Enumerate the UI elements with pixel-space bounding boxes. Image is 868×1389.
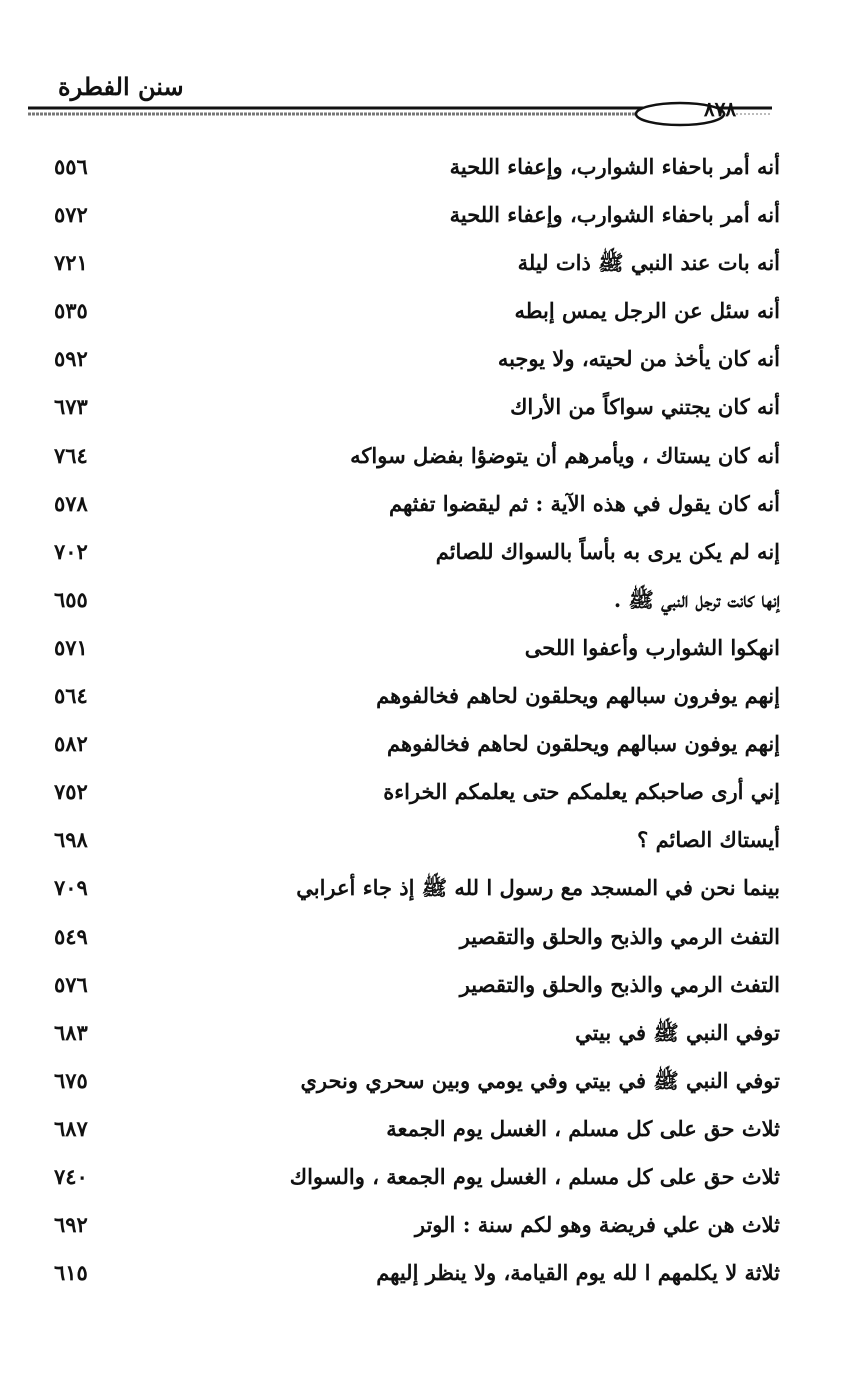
- entry-page-number: ٥٨٢: [54, 731, 88, 757]
- entry-text: أنه أمر باحفاء الشوارب، وإعفاء اللحية: [449, 202, 780, 228]
- entry-text: التفث الرمي والذبح والحلق والتقصير: [459, 923, 780, 949]
- entry-text: أيستاك الصائم ؟: [637, 827, 780, 853]
- entry-text: أنه كان يأخذ من لحيته، ولا يوجبه: [497, 346, 780, 372]
- entry-text: إنهم يوفون سبالهم ويحلقون لحاهم فخالفوهم: [387, 731, 780, 757]
- index-entry: [0, 150, 868, 198]
- index-entry: [0, 535, 868, 583]
- index-entry: [0, 871, 868, 919]
- entry-page-number: ٦٨٣: [54, 1019, 88, 1045]
- entry-page-number: ٥٧٨: [54, 490, 88, 516]
- entry-page-number: ٥٧١: [54, 634, 88, 660]
- entry-page-number: ٦٨٧: [54, 1115, 88, 1141]
- index-entry: [0, 487, 868, 535]
- entry-page-number: ٥٤٩: [54, 923, 88, 949]
- index-entry: [0, 342, 868, 390]
- entry-page-number: ٥٩٢: [54, 346, 88, 372]
- entry-page-number: ٦٧٣: [54, 394, 88, 420]
- entry-page-number: ٦١٥: [54, 1260, 88, 1286]
- index-entry: [0, 1112, 868, 1160]
- entry-text: ثلاث هن علي فريضة وهو لكم سنة : الوتر: [414, 1212, 780, 1238]
- entry-text: بينما نحن في المسجد مع رسول ا لله ﷺ إذ جاء أعرابي: [296, 875, 780, 901]
- entry-text: ثلاث حق على كل مسلم ، الغسل يوم الجمعة ، والسواك: [289, 1163, 780, 1189]
- index-entry: [0, 246, 868, 294]
- index-entry: [0, 1064, 868, 1112]
- header-rule: [20, 100, 780, 130]
- entry-text: أنه كان يستاك ، ويأمرهم أن يتوضؤا بفضل سواكه: [350, 442, 780, 468]
- entry-page-number: ٥٧٢: [54, 202, 88, 228]
- entry-page-number: ٧٠٩: [54, 875, 88, 901]
- entry-text: إنهم يوفرون سبالهم ويحلقون لحاهم فخالفوهم: [376, 683, 780, 709]
- index-entry: [0, 775, 868, 823]
- entry-text: أنه أمر باحفاء الشوارب، وإعفاء اللحية: [449, 154, 780, 179]
- entry-text: أنه سئل عن الرجل يمس إبطه: [514, 298, 780, 324]
- index-entry: [0, 1208, 868, 1256]
- index-entry: [0, 583, 868, 631]
- entry-text: إنها كانت ترجل النبي ﷺ .: [613, 586, 780, 612]
- index-entry: [0, 968, 868, 1016]
- entry-text: توفي النبي ﷺ في بيتي وفي يومي وبين سحري ونحري: [300, 1067, 780, 1093]
- index-entry: [0, 1160, 868, 1208]
- index-entry: [0, 823, 868, 871]
- entry-text: التفث الرمي والذبح والحلق والتقصير: [459, 971, 780, 997]
- index-entry: [0, 294, 868, 342]
- entry-page-number: ٦٧٥: [54, 1067, 88, 1093]
- entry-text: انهكوا الشوارب وأعفوا اللحى: [524, 634, 780, 660]
- entry-text: ثلاث حق على كل مسلم ، الغسل يوم الجمعة: [386, 1115, 780, 1141]
- entry-text: ثلاثة لا يكلمهم ا لله يوم القيامة، ولا ينظر إليهم: [376, 1260, 780, 1286]
- entry-page-number: ٥٧٦: [54, 971, 88, 997]
- index-entry: [0, 727, 868, 775]
- entry-page-number: ٥٣٥: [54, 298, 88, 324]
- index-entry: [0, 920, 868, 968]
- entry-page-number: ٥٥٦: [54, 154, 88, 179]
- entry-text: أنه بات عند النبي ﷺ ذات ليلة: [517, 250, 780, 276]
- index-entry: [0, 1016, 868, 1064]
- entry-text: توفي النبي ﷺ في بيتي: [575, 1019, 780, 1045]
- index-entry: [0, 198, 868, 246]
- entry-page-number: ٧٤٠: [54, 1163, 88, 1189]
- entry-page-number: ٧٢١: [54, 250, 88, 276]
- index-entry: [0, 1256, 868, 1304]
- index-entry: [0, 631, 868, 679]
- entry-text: أنه كان يجتني سواكاً من الأراك: [510, 394, 780, 420]
- index-entry: [0, 679, 868, 727]
- index-entry: [0, 390, 868, 438]
- entry-text: إنه لم يكن يرى به بأساً بالسواك للصائم: [435, 538, 780, 564]
- entry-text: أنه كان يقول في هذه الآية : ثم ليقضوا تفثهم: [389, 490, 780, 516]
- index-entry: [0, 439, 868, 487]
- entry-page-number: ٦٩٢: [54, 1212, 88, 1238]
- page-header: [20, 60, 780, 130]
- entry-page-number: ٥٦٤: [54, 683, 88, 709]
- entry-page-number: ٧٠٢: [54, 538, 88, 564]
- book-title: سنن الفطرة: [58, 72, 184, 101]
- entry-page-number: ٦٥٥: [54, 586, 88, 612]
- page-number: ٨٧٨: [703, 97, 737, 121]
- index-list: [0, 150, 868, 1304]
- entry-page-number: ٧٥٢: [54, 779, 88, 805]
- entry-page-number: ٦٩٨: [54, 827, 88, 853]
- entry-page-number: ٧٦٤: [54, 442, 88, 468]
- entry-text: إني أرى صاحبكم يعلمكم حتى يعلمكم الخراءة: [383, 779, 780, 805]
